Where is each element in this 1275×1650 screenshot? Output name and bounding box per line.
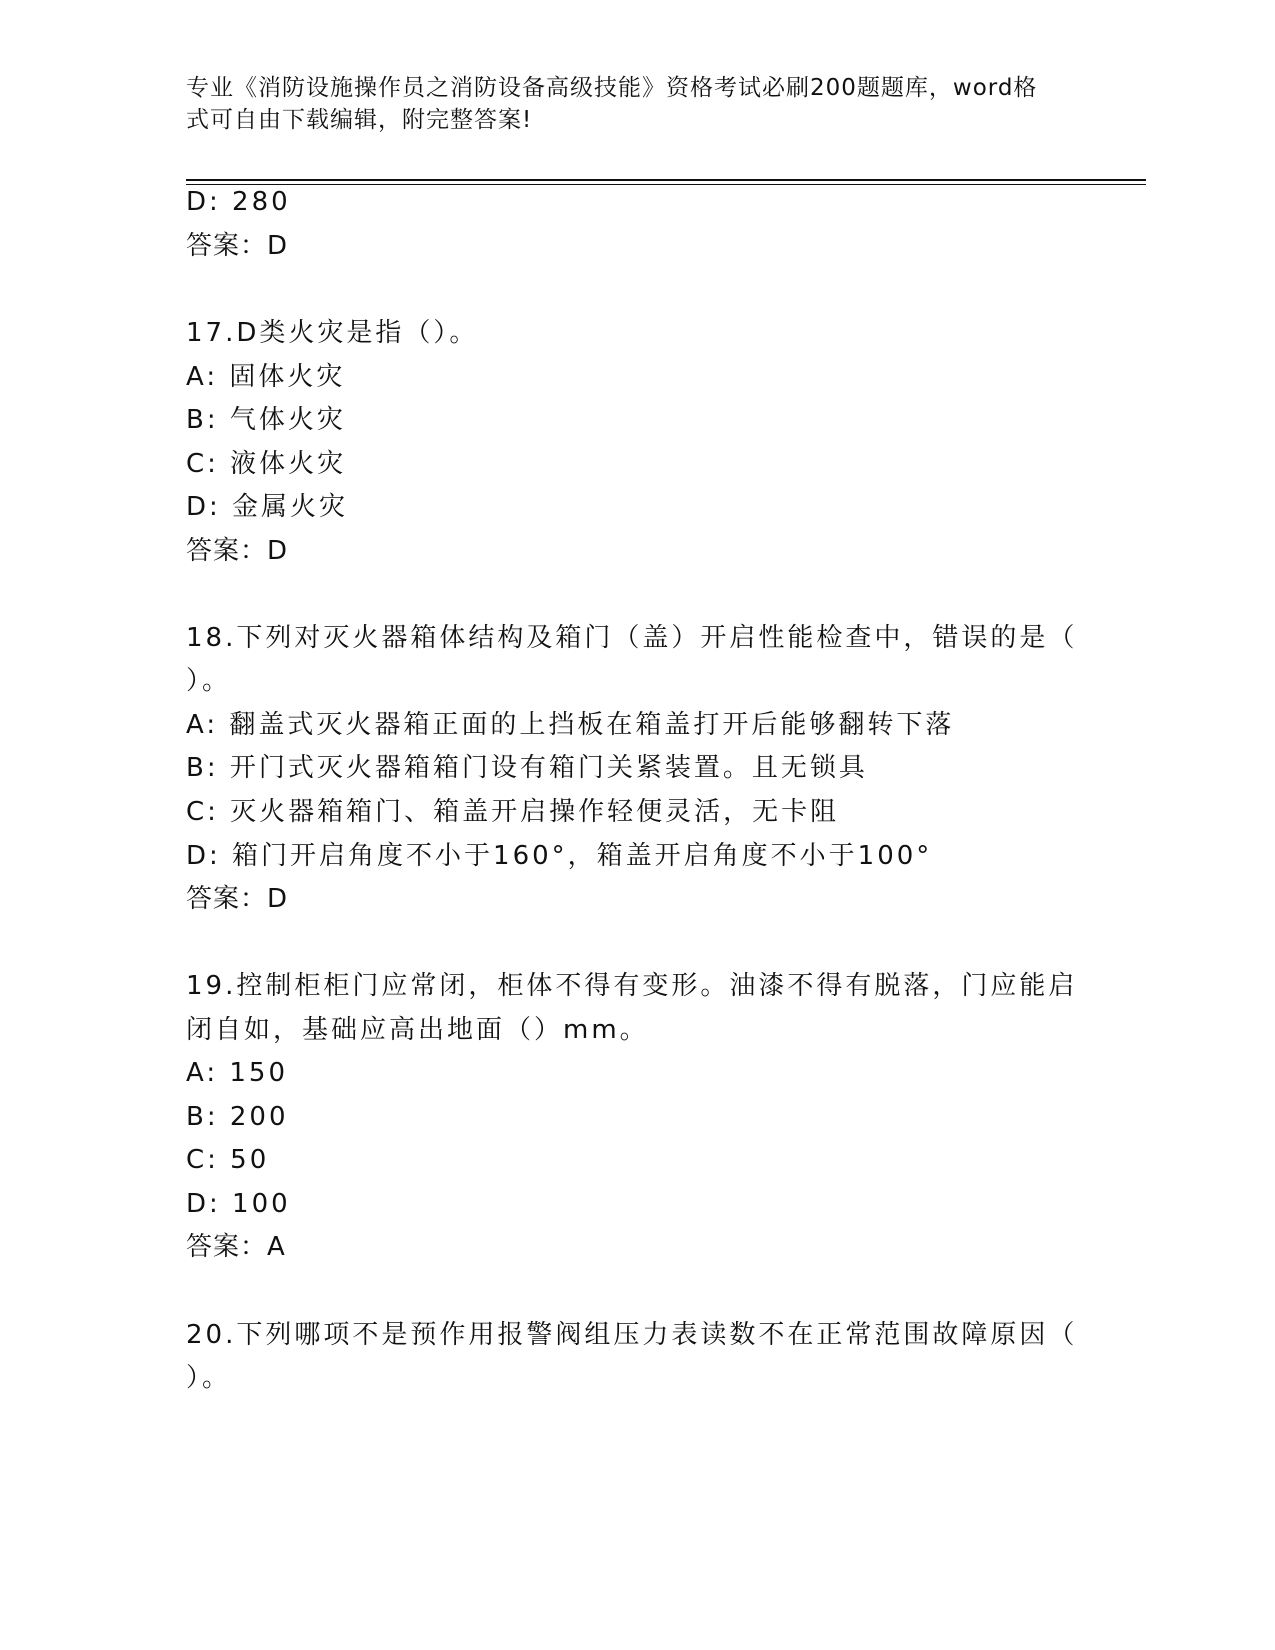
- q20-stem-line-2: ）。: [186, 1363, 232, 1393]
- q17-stem: 17.D类火灾是指（）。: [186, 318, 479, 348]
- q18-option-d: D: 箱门开启角度不小于160°，箱盖开启角度不小于100°: [186, 841, 933, 871]
- q17-option-d: D: 金属火灾: [186, 492, 349, 522]
- q19-option-d: D: 100: [186, 1189, 291, 1219]
- document-header: [186, 72, 1066, 136]
- header-line-2: 式可自由下载编辑，附完整答案!: [186, 107, 533, 133]
- q18-answer: 答案：D: [186, 884, 289, 914]
- q19-stem-line-1: 19.控制柜柜门应常闭，柜体不得有变形。油漆不得有脱落，门应能启: [186, 971, 1078, 1001]
- q20-stem-line-1: 20.下列哪项不是预作用报警阀组压力表读数不在正常范围故障原因（: [186, 1320, 1078, 1350]
- q17-answer: 答案：D: [186, 536, 289, 566]
- q17-option-a: A: 固体火灾: [186, 362, 346, 392]
- header-line-1: 专业《消防设施操作员之消防设备高级技能》资格考试必刷200题题库，word格: [186, 75, 1038, 101]
- q17-option-c: C: 液体火灾: [186, 449, 347, 479]
- prev-option-d: D: 280: [186, 187, 291, 217]
- q18-stem-line-2: ）。: [186, 666, 232, 696]
- q19-answer: 答案：A: [186, 1232, 286, 1262]
- q19-option-b: B: 200: [186, 1102, 289, 1132]
- q18-option-b: B: 开门式灭火器箱箱门设有箱门关紧装置。且无锁具: [186, 753, 868, 783]
- q18-option-c: C: 灭火器箱箱门、箱盖开启操作轻便灵活，无卡阻: [186, 797, 840, 827]
- q17-option-b: B: 气体火灾: [186, 405, 346, 435]
- q19-option-a: A: 150: [186, 1058, 288, 1088]
- prev-answer: 答案：D: [186, 231, 289, 261]
- q18-option-a: A: 翻盖式灭火器箱正面的上挡板在箱盖打开后能够翻转下落: [186, 710, 955, 740]
- q18-stem-line-1: 18.下列对灭火器箱体结构及箱门（盖）开启性能检查中，错误的是（: [186, 623, 1078, 653]
- header-rule-thick: [186, 179, 1146, 181]
- q19-option-c: C: 50: [186, 1145, 270, 1175]
- header-rule-thin: [186, 184, 1146, 185]
- q19-stem-line-2: 闭自如，基础应高出地面（）mm。: [186, 1015, 649, 1045]
